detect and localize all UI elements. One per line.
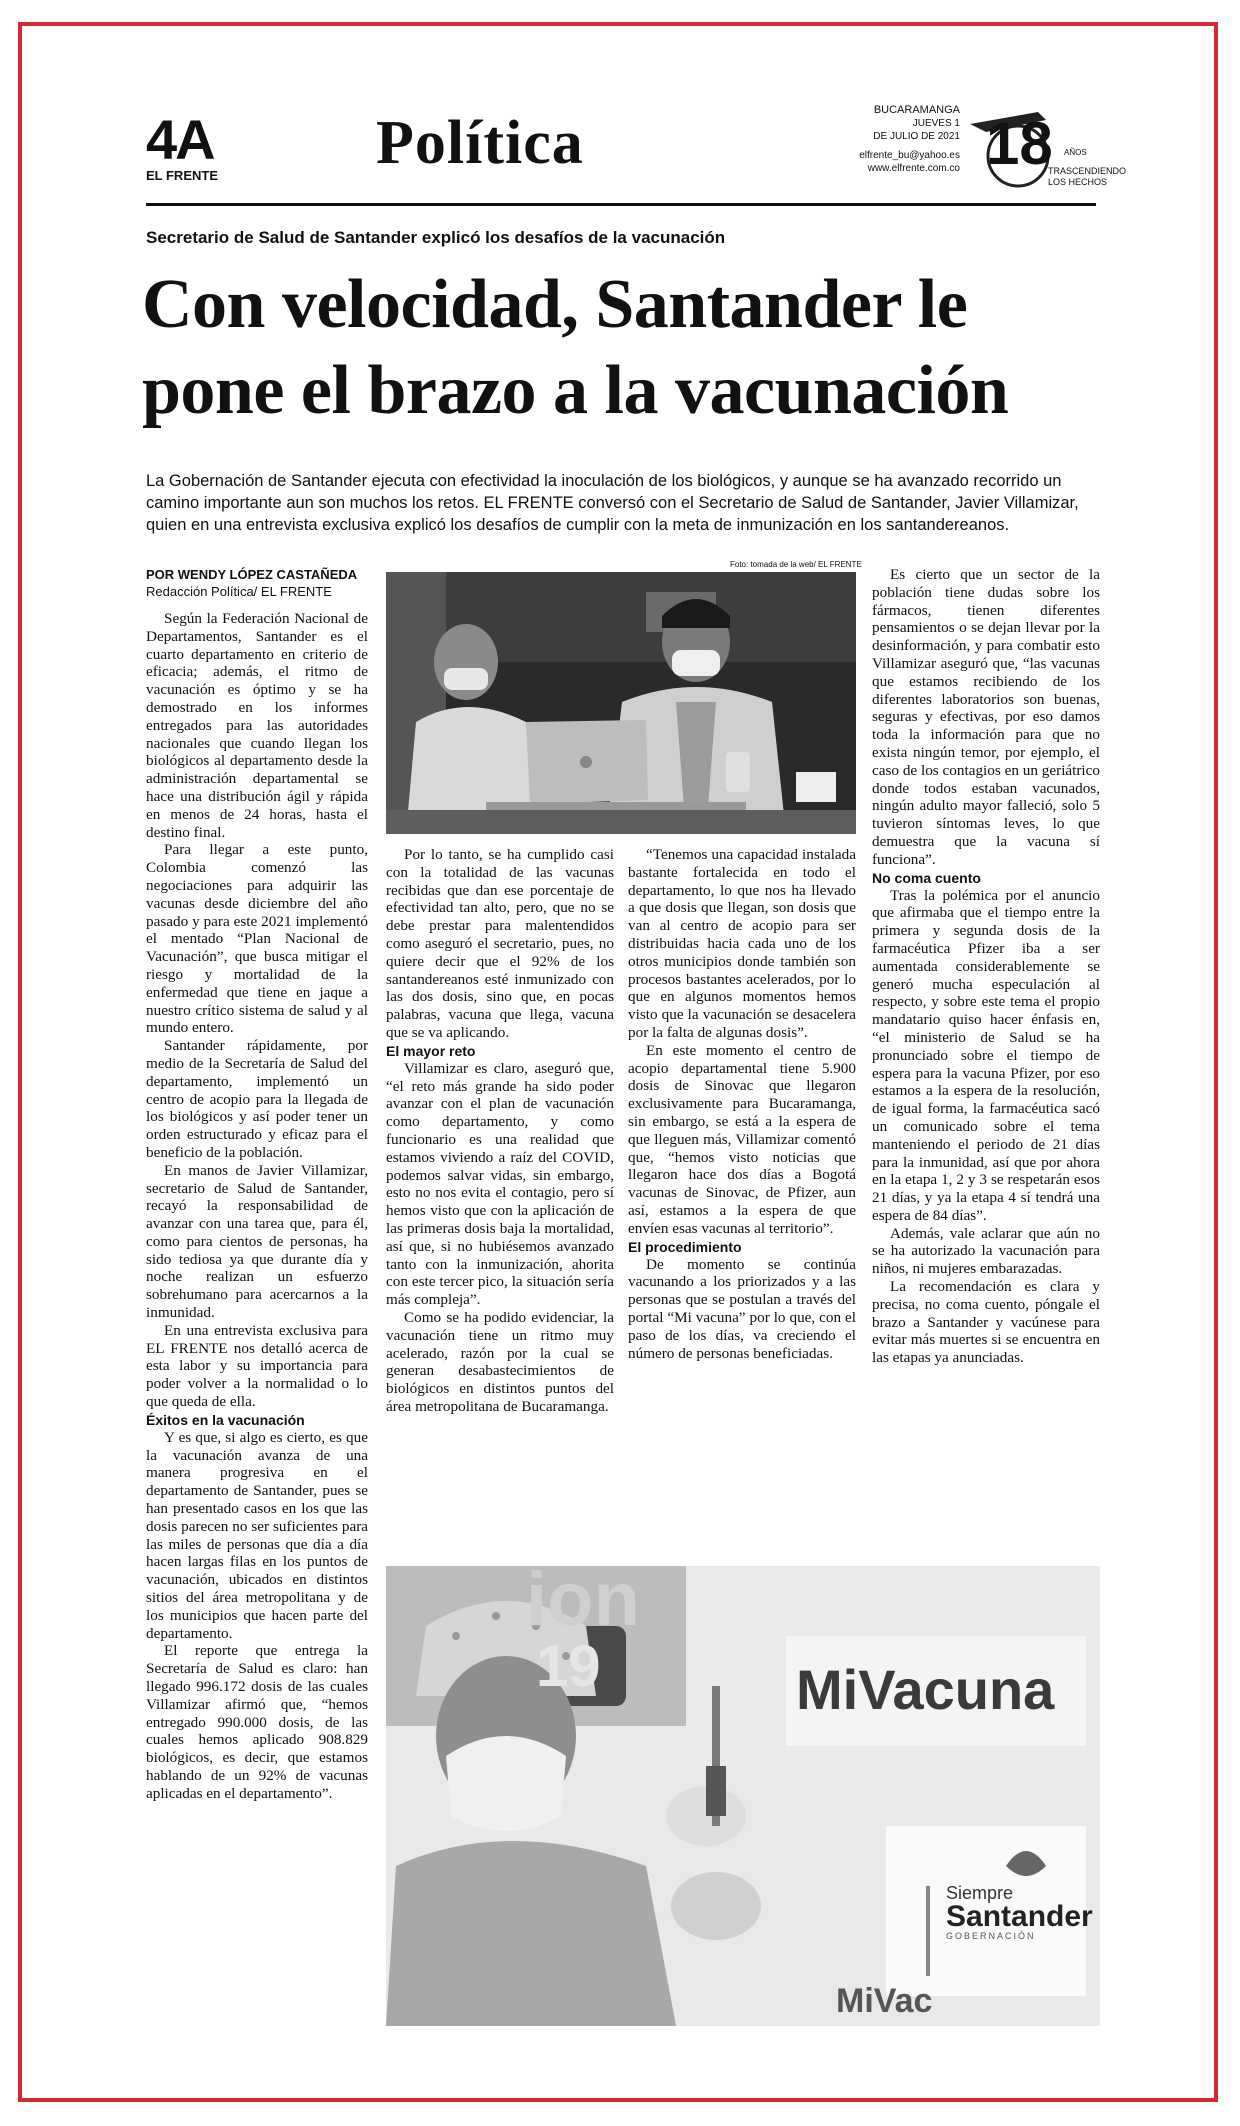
santander-logo <box>946 1884 1093 1941</box>
mivacuna-sign: MiVacuna <box>796 1658 1055 1721</box>
paragraph: El reporte que entrega la Secretaría de Salud es claro: han llegado 996.172 dosis de las cuales Villamizar afirmó que, “hemos entregado 990.000 dosis, de las cuales hemos aplicado 908.829 biológicos, es decir, que estamos hablando de un 92% de vacunas aplicadas en el departamento”. <box>146 1642 368 1802</box>
contact-website: www.elfrente.com.co <box>867 163 960 174</box>
subheading-no-coma-cuento: No coma cuento <box>872 869 981 886</box>
paragraph: Según la Federación Nacional de Departamentos, Santander es el cuarto departamento en criterio de eficacia; además, el ritmo de vacunación es óptimo y se ha demostrado en los informes entregados para las autoridades nacionales que cuando llegan los biológicos al departamento desde la administración departamental se hace una distribución ágil y rápida en menos de 24 horas, hasta el destino final. <box>146 610 368 841</box>
page-brand: EL FRENTE <box>146 168 218 183</box>
lead-paragraph: La Gobernación de Santander ejecuta con efectividad la inoculación de los biológicos, y aunque se ha avanzado recorrido un camino importante aun son muchos los retos. EL FRENTE conversó con el Secretario de Salud de Santander, Javier Villamizar, quien en una entrevista exclusiva explicó los desafíos de cumplir con la meta de inmunización en los santandereanos. <box>146 472 1079 534</box>
paragraph: La recomendación es clara y precisa, no coma cuento, póngale el brazo a Santander y vacúnese para evitar más muertes si se encuentra en las etapas ya anunciadas. <box>872 1278 1100 1367</box>
anniversary-slogan-line2: LOS HECHOS <box>1048 177 1108 187</box>
page-number: 4A <box>146 108 214 171</box>
photo-officials-press-conference <box>386 572 856 834</box>
paragraph: En manos de Javier Villamizar, secretario de Salud de Santander, recayó la responsabilidad de avanzar con una tarea que, para él, como para cientos de personas, ha sido tediosa ya que durante día y noche realizan un esfuerzo sobrehumano para acercarnos a la inmunidad. <box>146 1161 368 1322</box>
edition-info <box>810 104 960 175</box>
subheading-exitos: Éxitos en la vacunación <box>146 1411 305 1428</box>
banner-text: ion <box>526 1566 640 1642</box>
paragraph: En este momento el centro de acopio departamental tiene 5.900 dosis de Sinovac que llegaron exclusivamente para Bucaramanga, sin embargo, se está a la espera de que lleguen más, Villamizar comentó que, “hemos visto noticias que llegaron hace dos días a Bogotá vacunas de Sinovac, de Pfizer, aun así, estamos a la espera de que envíen esas vacunas al territorio”. <box>628 1041 856 1237</box>
subheading-mayor-reto: El mayor reto <box>386 1042 476 1059</box>
logo-word-siempre: Siempre <box>946 1883 1014 1903</box>
byline-desk: Redacción Política/ EL FRENTE <box>146 584 332 599</box>
paragraph: Y es que, si algo es cierto, es que la vacunación avanza de una manera progresiva en el departamento de Santander, pues se han presentado casos en los que las dosis parecen no ser suficientes para las miles de personas que día a día hacen largas filas en los puntos de vacunación, ubicados en distintos sitios del área metropolitana y de los municipios que hacen parte del departamento. <box>146 1428 368 1642</box>
edition-city: BUCARAMANGA <box>873 104 960 116</box>
column-1 <box>146 566 368 1803</box>
officials-photo-illustration <box>386 572 856 834</box>
edition-date: DE JULIO DE 2021 <box>873 131 960 142</box>
paragraph: Por lo tanto, se ha cumplido casi con la totalidad de las vacunas recibidas que dan ese porcentaje de efectividad tan alto, pero, que no se debe prestar para malentendidos como aseguró el secretario, pues, no quiere decir que el 92% de los santandereanos esté inmunizado con las dos dosis, sino que, en pocas palabras, vacuna que llega, vacuna que se va aplicando. <box>386 846 614 1041</box>
logo-word-gobernacion: GOBERNACIÓN <box>946 1931 1036 1941</box>
header-rule <box>146 203 1096 206</box>
paragraph: Como se ha podido evidenciar, la vacunación tiene un ritmo muy acelerado, razón por la cual se generan desabastecimientos de biológicos en distintos puntos del área metropolitana de Bucaramanga. <box>386 1308 614 1415</box>
logo-word-santander: Santander <box>946 1900 1093 1933</box>
paragraph: Villamizar es claro, aseguró que, “el reto más grande ha sido poder avanzar con el plan de vacunación como departamento, y como funcionario es una realidad que estamos viviendo a raíz del COVID, podemos salvar vidas, sin embargo, esto no nos evita el contagio, pero sí hemos visto que con la aplicación de las primeras dosis baja la mortalidad, así que, si no hubiésemos avanzado tanto con la inmunización, ahorita con este tercer pico, la situación sería más compleja”. <box>386 1059 614 1309</box>
paragraph: Santander rápidamente, por medio de la Secretaría de Salud del departamento, implementó un centro de acopio para la llegada de los biológicos y así poder tener un orden estructurado y eficaz para el beneficio de la población. <box>146 1037 368 1161</box>
headline <box>142 262 1102 434</box>
anniversary-word: AÑOS <box>1064 148 1087 157</box>
paragraph: En una entrevista exclusiva para EL FRENTE nos detalló acerca de esta labor y su importancia para poder volver a la normalidad o lo que queda de ella. <box>146 1321 368 1411</box>
column-2 <box>386 846 614 1416</box>
anniversary-number: 18 <box>986 110 1053 177</box>
column-3 <box>628 846 856 1362</box>
kicker: Secretario de Salud de Santander explicó los desafíos de la vacunación <box>146 228 726 247</box>
headline-line2: pone el brazo a la vacunación <box>142 352 1009 429</box>
paragraph: “Tenemos una capacidad instalada bastante fortalecida en todo el departamento, lo que nos ha llevado a que dosis que llegan, son dosis que van al centro de acopio para ser distribuidas hacia cada uno de los otros municipios donde también son procesos bastantes acelerados, por lo que en algunos momentos hemos visto que la vacunación se desacelera por la falta de algunas dosis”. <box>628 846 856 1041</box>
byline: POR WENDY LÓPEZ CASTAÑEDA <box>146 567 358 582</box>
edition-weekday: JUEVES 1 <box>912 118 960 129</box>
anniversary-slogan-line1: TRASCENDIENDO <box>1048 166 1127 176</box>
paragraph: Además, vale aclarar que aún no se ha autorizado la vacunación para niños, ni mujeres embarazadas. <box>872 1224 1100 1278</box>
section-title: Política <box>376 109 584 177</box>
contact-email: elfrente_bu@yahoo.es <box>859 150 960 161</box>
photo-credit: Foto: tomada de la web/ EL FRENTE <box>730 560 862 569</box>
anniversary-logo <box>968 106 1127 194</box>
banner-number: 19 <box>536 1634 601 1699</box>
column-4 <box>872 566 1100 1367</box>
paragraph: Tras la polémica por el anuncio que afirmaba que el tiempo entre la primera y segunda dosis de la farmacéutica Pfizer iba a ser aumentada considerablemente se generó mucha especulación al respecto, y sobre este tema el propio mandatario quiso hacer énfasis en, “el ministerio de Salud se ha pronunciado sobre el tiempo de espera para la vacuna Pfizer, por eso estamos a la espera de la resolución, de igual forma, la farmacéutica sacó un comunicado sobre el tema manteniendo el periodo de 21 días para la inmunidad, así que por ahora en la etapa 1, 2 y 3 se respetarán esos 21 días, y ya la etapa 4 sí tendrá una espera de 84 días”. <box>872 886 1100 1224</box>
bottom-sign-fragment: MiVac <box>836 1982 933 2020</box>
subheading-procedimiento: El procedimiento <box>628 1238 742 1255</box>
paragraph: De momento se continúa vacunando a los priorizados y a las personas que se postulan a través del portal “Mi vacuna” por lo que, con el paso de los días, va creciendo el número de personas beneficiadas. <box>628 1255 856 1362</box>
paragraph: Es cierto que un sector de la población tiene dudas sobre los fármacos, tienen diferentes pensamientos o se dejan llevar por la desinformación, y para combatir esto Villamizar aseguró que, “las vacunas que estamos recibiendo de los diferentes laboratorios son buenas, seguras y efectivas, por eso damos toda la información para que no exista ningún temor, por ejemplo, el caso de los contagios en un geriátrico donde todos estaban vacunados, ningún adulto mayor falleció, solo 5 tuvieron síntomas leves, lo que demuestra que la vacuna sí funciona”. <box>872 566 1100 868</box>
headline-line1: Con velocidad, Santander le <box>142 266 968 343</box>
anniversary-slogan <box>1048 166 1126 188</box>
photo-nurse-vaccine <box>386 1566 1100 2026</box>
nurse-photo-illustration <box>386 1566 1100 2026</box>
paragraph: Para llegar a este punto, Colombia comenzó las negociaciones para adquirir las vacunas desde diciembre del año pasado y para este 2021 implementó el mentado “Plan Nacional de Vacunación”, que busca mitigar el riesgo y mortalidad de la enfermedad que tiene en jaque a nuestro crítico sistema de salud y al mundo entero. <box>146 841 368 1037</box>
